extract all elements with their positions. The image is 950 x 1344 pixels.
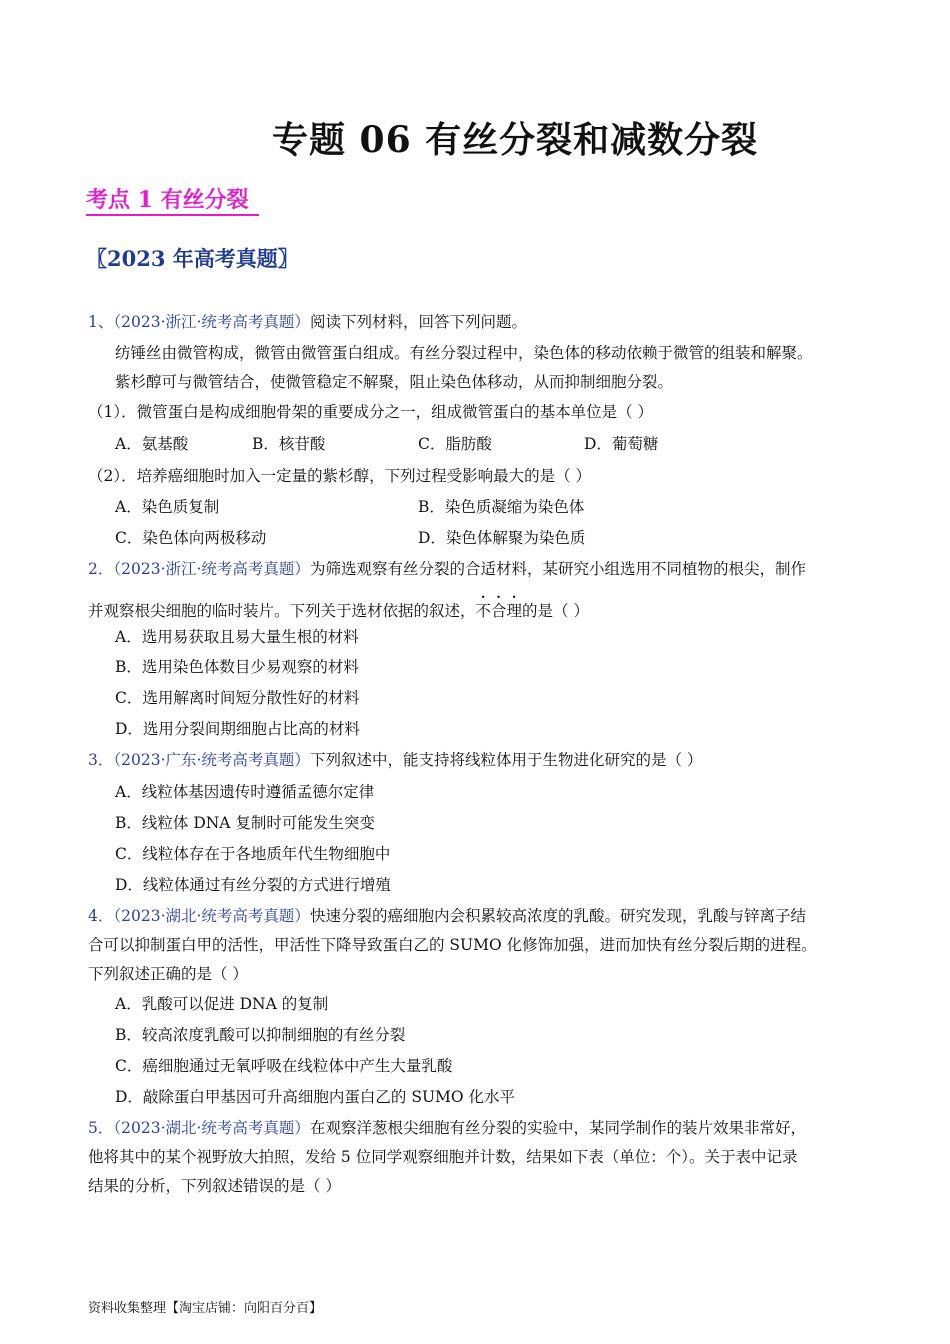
q1-sub1-option-c: C．脂肪酸 xyxy=(418,435,492,453)
q1-sub2-stem: （2）．培养癌细胞时加入一定量的紫杉醇，下列过程受影响最大的是（ ） xyxy=(88,467,592,485)
q4-stem-line1 xyxy=(88,906,806,926)
q2-option-b: B．选用染色体数目少易观察的材料 xyxy=(115,658,359,676)
q2-stem-line2 xyxy=(88,593,589,621)
page-footer: 资料收集整理【淘宝店铺：向阳百分百】 xyxy=(88,1301,323,1316)
q4-stem-line3: 下列叙述正确的是（ ） xyxy=(88,965,248,983)
q3-option-d: D．线粒体通过有丝分裂的方式进行增殖 xyxy=(115,876,391,894)
q4-option-b: B．较高浓度乳酸可以抑制细胞的有丝分裂 xyxy=(115,1026,406,1044)
q4-stem-line2: 合可以抑制蛋白甲的活性，甲活性下降导致蛋白乙的 SUMO 化修饰加强，进而加快有丝分裂后期的进程。 xyxy=(88,936,817,954)
q2-option-d: D．选用分裂间期细胞占比高的材料 xyxy=(115,720,360,738)
q3-stem xyxy=(88,750,702,770)
q1-source: （2023·浙江·统考高考真题） xyxy=(113,313,310,331)
page-title: 专题 06 有丝分裂和减数分裂 xyxy=(272,119,759,161)
q3-option-c: C．线粒体存在于各地质年代生物细胞中 xyxy=(115,845,391,863)
q1-text: 阅读下列材料，回答下列问题。 xyxy=(309,313,527,331)
q3-source: （2023·广东·统考高考真题） xyxy=(113,751,310,769)
q2-stem-line1 xyxy=(88,559,806,579)
q5-stem-line2: 他将其中的某个视野放大拍照，发给 5 位同学观察细胞并计数，结果如下表（单位：个）。关于表中记录 xyxy=(88,1148,798,1166)
q1-sub1-stem: （1）．微管蛋白是构成细胞骨架的重要成分之一，组成微管蛋白的基本单位是（ ） xyxy=(88,403,654,421)
q1-sub1-option-b: B．核苷酸 xyxy=(252,435,326,453)
q1-sub2-option-a: A．染色质复制 xyxy=(115,498,220,516)
q1-sub2-option-c: C．染色体向两极移动 xyxy=(115,529,267,547)
q4-source: （2023·湖北·统考高考真题） xyxy=(113,907,310,925)
q5-stem-line3: 结果的分析，下列叙述错误的是（ ） xyxy=(88,1177,341,1195)
q4-option-c: C．癌细胞通过无氧呼吸在线粒体中产生大量乳酸 xyxy=(115,1057,453,1075)
q2-source: （2023·浙江·统考高考真题） xyxy=(113,560,310,578)
q1-sub2-option-d: D．染色体解聚为染色质 xyxy=(418,529,586,547)
q2-emphasis: 不合理 xyxy=(475,602,523,620)
q3-text: 下列叙述中，能支持将线粒体用于生物进化研究的是（ ） xyxy=(309,751,703,769)
q1-sub1-option-d: D．葡萄糖 xyxy=(584,435,659,453)
q4-option-d: D．敲除蛋白甲基因可升高细胞内蛋白乙的 SUMO 化水平 xyxy=(115,1088,516,1106)
q2-text-2a: 并观察根尖细胞的临时装片。下列关于选材依据的叙述， xyxy=(88,602,476,620)
q2-text-2c: 的是（ ） xyxy=(522,602,589,620)
q5-number: 5． xyxy=(88,1119,114,1137)
q4-text-1: 快速分裂的癌细胞内会积累较高浓度的乳酸。研究发现，乳酸与锌离子结 xyxy=(309,907,806,925)
q1-sub2-option-b: B．染色质凝缩为染色体 xyxy=(418,498,585,516)
q3-option-b: B．线粒体 DNA 复制时可能发生突变 xyxy=(115,814,375,832)
q5-text-1: 在观察洋葱根尖细胞有丝分裂的实验中，某同学制作的装片效果非常好， xyxy=(309,1119,806,1137)
q5-stem-line1 xyxy=(88,1118,806,1138)
q3-number: 3． xyxy=(88,751,114,769)
topic-heading: 考点 1 有丝分裂 xyxy=(86,186,259,216)
q1-number: 1、 xyxy=(88,313,114,331)
q2-option-a: A．选用易获取且易大量生根的材料 xyxy=(115,628,359,646)
q4-option-a: A．乳酸可以促进 DNA 的复制 xyxy=(115,995,329,1013)
q2-number: 2． xyxy=(88,560,114,578)
q2-option-c: C．选用解离时间短分散性好的材料 xyxy=(115,689,360,707)
q3-option-a: A．线粒体基因遗传时遵循孟德尔定律 xyxy=(115,783,375,801)
q1-stem xyxy=(88,312,527,332)
q2-text-1: 为筛选观察有丝分裂的合适材料，某研究小组选用不同植物的根尖，制作 xyxy=(309,560,806,578)
q1-sub1-option-a: A．氨基酸 xyxy=(115,435,189,453)
q1-material-1: 纺锤丝由微管构成，微管由微管蛋白组成。有丝分裂过程中，染色体的移动依赖于微管的组装和解聚。 xyxy=(115,344,813,362)
q4-number: 4． xyxy=(88,907,114,925)
q5-source: （2023·湖北·统考高考真题） xyxy=(113,1119,310,1137)
section-heading: 〖2023 年高考真题〗 xyxy=(86,246,299,271)
q1-material-2: 紫杉醇可与微管结合，使微管稳定不解聚，阻止染色体移动，从而抑制细胞分裂。 xyxy=(115,373,674,391)
